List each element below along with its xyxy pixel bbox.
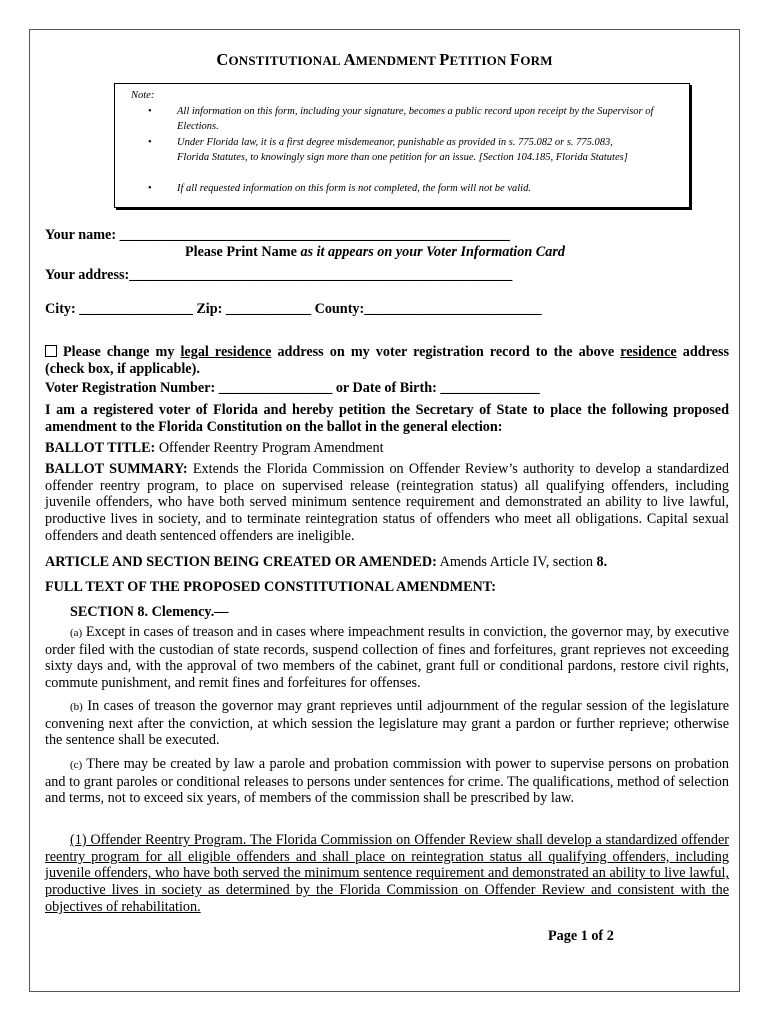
section-c: (c) There may be created by law a parole and probation commission with power to supervise persons on probation and to grant paroles or conditional releases to persons under sentences for crime. The qualifications, method of selection and terms, not to exceed six years, of members of the commission shall be prescribed by law.	[45, 756, 729, 807]
form-title: CONSTITUTIONAL AMENDMENT PETITION FORM	[216, 50, 553, 69]
residence-change: Please change my legal residence address on my voter registration record to the above residence address (check box, if applicable).	[45, 344, 729, 377]
city-field[interactable]: ________________	[79, 301, 193, 317]
bullet-icon: •	[148, 137, 152, 148]
zip-label: Zip:	[192, 301, 226, 317]
voter-reg-label: Voter Registration Number:	[45, 380, 219, 396]
petition-page	[29, 29, 740, 992]
dob-field[interactable]: ______________	[440, 380, 540, 396]
note-box	[114, 83, 690, 208]
address-field[interactable]: ______________________________________________________	[129, 267, 513, 283]
name-row	[45, 227, 510, 244]
ballot-summary: BALLOT SUMMARY: Extends the Florida Commission on Offender Review’s authority to develop a standardized offender reentry program, to place on supervised release (reintegration status) all qualifying offenders, including juvenile offenders, who have both served minimum sentence requirement and demonstrated an ability to live lawful, productive lives in society, and to terminate reintegration status of offenders who meet all obligations. Capital sexual offenders and death sentenced offenders are ineligible.	[45, 461, 729, 544]
residence-checkbox[interactable]	[45, 345, 57, 357]
city-label: City:	[45, 301, 80, 317]
ballot-title: BALLOT TITLE: Offender Reentry Program Amendment	[45, 440, 384, 456]
section-a: (a) Except in cases of treason and in cases where impeachment results in conviction, the governor may, by executive order filed with the custodian of state records, suspend collection of fines and forfeitures, grant reprieves not exceeding sixty days and, with the approval of two members of the cabinet, grant full or conditional pardons, restore civil rights, commute punishment, and remit fines and forfeitures for offenses.	[45, 624, 729, 692]
address-label: Your address:	[45, 267, 130, 283]
full-text-heading: FULL TEXT OF THE PROPOSED CONSTITUTIONAL AMENDMENT:	[45, 579, 496, 595]
note-item: Under Florida law, it is a first degree misdemeanor, punishable as provided in s. 775.082 or s. 775.083, Florida Statutes, to knowingly sign more than one petition for an issue. [Section 104.185, Florida Statutes]	[177, 137, 628, 163]
voter-reg-field[interactable]: ________________	[218, 380, 333, 396]
article-section: ARTICLE AND SECTION BEING CREATED OR AMENDED: Amends Article IV, section 8.	[45, 554, 608, 570]
city-zip-county-row	[45, 301, 542, 318]
voter-row	[45, 380, 540, 397]
offender-reentry-text: (1) Offender Reentry Program. The Florida Commission on Offender Review shall develop a standardized offender reentry program for all eligible offenders and shall place on reintegration status all qualifying offenders, including juvenile offenders, who have both served the minimum sentence requirement and demonstrated an ability to live lawful, productive lives in society as determined by the Florida Commission on Offender Review and consistent with the objectives of rehabilitation.	[45, 832, 729, 915]
section-b: (b) In cases of treason the governor may grant reprieves until adjournment of the regular session of the legislature convening next after the conviction, at which session the legislature may grant a pardon or further reprieve; otherwise the sentence shall be executed.	[45, 698, 729, 749]
note-item: If all requested information on this form is not completed, the form will not be valid.	[177, 183, 531, 194]
note-item: All information on this form, including your signature, becomes a public record upon receipt by the Supervisor of Elections.	[177, 106, 654, 132]
voter-declaration: I am a registered voter of Florida and hereby petition the Secretary of State to place the following proposed amendment to the Florida Constitution on the ballot in the general election:	[45, 402, 729, 435]
county-label: County:	[311, 301, 365, 317]
name-field[interactable]: _______________________________________________________	[119, 227, 510, 243]
bullet-icon: •	[148, 106, 152, 117]
name-label: Your name:	[45, 227, 120, 243]
dob-label: or Date of Birth:	[332, 380, 441, 396]
bullet-icon: •	[148, 183, 152, 194]
county-field[interactable]: _________________________	[364, 301, 542, 317]
page-number: Page 1 of 2	[548, 928, 614, 944]
section-heading: SECTION 8. Clemency.—	[70, 604, 229, 620]
note-label: Note:	[131, 90, 155, 101]
address-row	[45, 267, 512, 284]
zip-field[interactable]: ____________	[225, 301, 312, 317]
print-name-hint: Please Print Name as it appears on your Voter Information Card	[185, 244, 565, 260]
